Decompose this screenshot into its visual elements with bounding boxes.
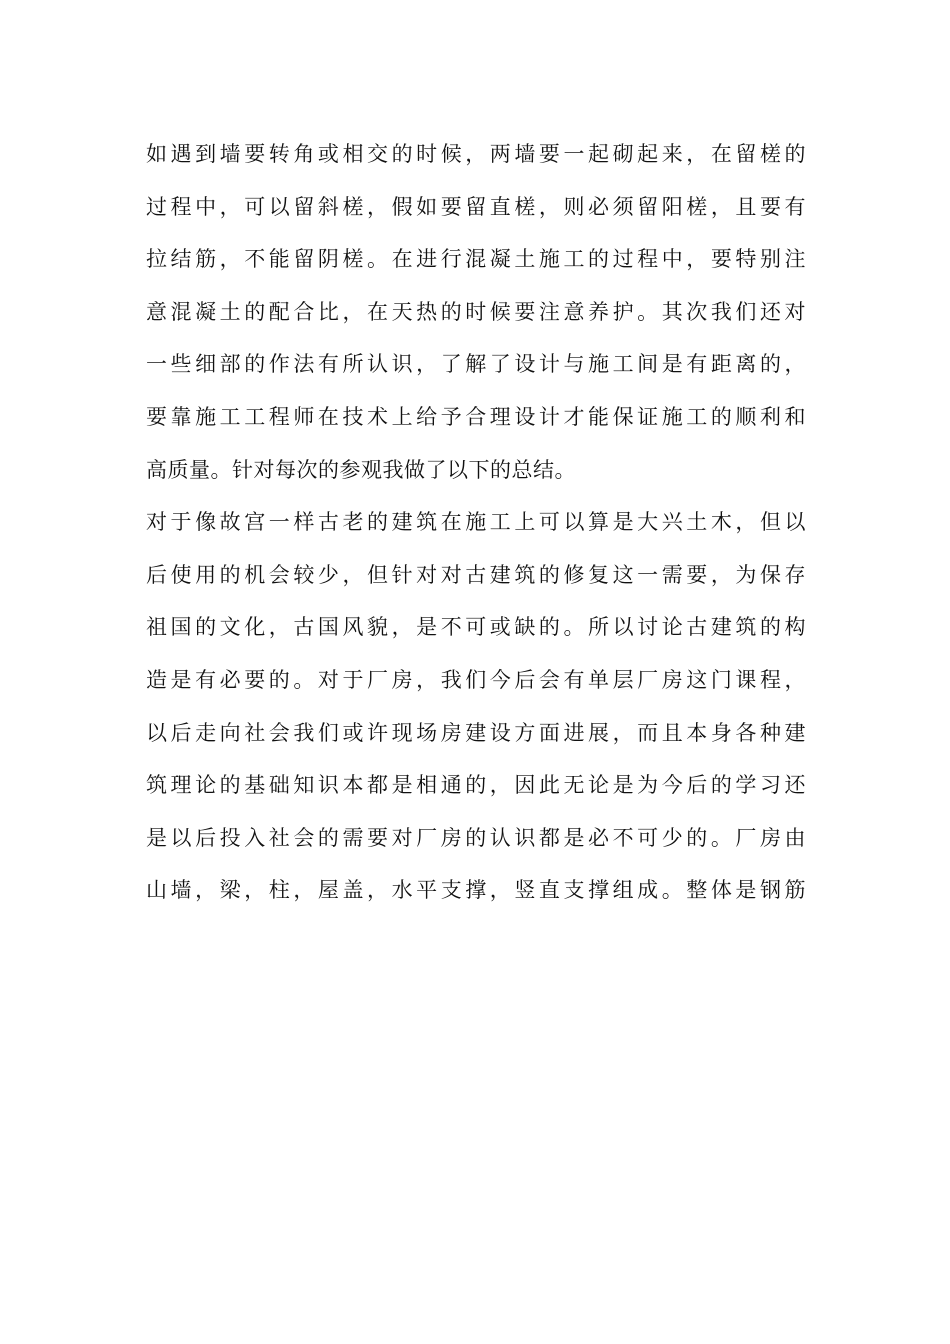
text-line: 拉结筋，不能留阴槎。在进行混凝土施工的过程中，要特别注 — [146, 247, 806, 272]
text-line: 山墙，梁，柱，屋盖，水平支撑，竖直支撑组成。整体是钢筋 — [146, 878, 806, 903]
text-line: 造是有必要的。对于厂房，我们今后会有单层厂房这门课程， — [146, 667, 806, 692]
text-line: 要靠施工工程师在技术上给予合理设计才能保证施工的顺利和 — [146, 404, 806, 429]
text-line: 过程中，可以留斜槎，假如要留直槎，则必须留阳槎，且要有 — [146, 194, 806, 219]
text-line: 意混凝土的配合比，在天热的时候要注意养护。其次我们还对 — [146, 299, 806, 324]
text-line: 一些细部的作法有所认识，了解了设计与施工间是有距离的， — [146, 352, 806, 377]
text-line: 对于像故宫一样古老的建筑在施工上可以算是大兴土木，但以 — [146, 510, 806, 535]
text-line: 是以后投入社会的需要对厂房的认识都是必不可少的。厂房由 — [146, 825, 806, 850]
body-text — [146, 128, 806, 917]
text-line: 以后走向社会我们或许现场房建设方面进展，而且本身各种建 — [146, 720, 806, 745]
text-line: 高质量。针对每次的参观我做了以下的总结。 — [146, 457, 576, 482]
text-line: 后使用的机会较少，但针对对古建筑的修复这一需要，为保存 — [146, 562, 806, 587]
text-line: 祖国的文化，古国风貌，是不可或缺的。所以讨论古建筑的构 — [146, 615, 806, 640]
text-line: 筑理论的基础知识本都是相通的，因此无论是为今后的学习还 — [146, 773, 806, 798]
text-line: 如遇到墙要转角或相交的时候，两墙要一起砌起来，在留槎的 — [146, 142, 806, 166]
